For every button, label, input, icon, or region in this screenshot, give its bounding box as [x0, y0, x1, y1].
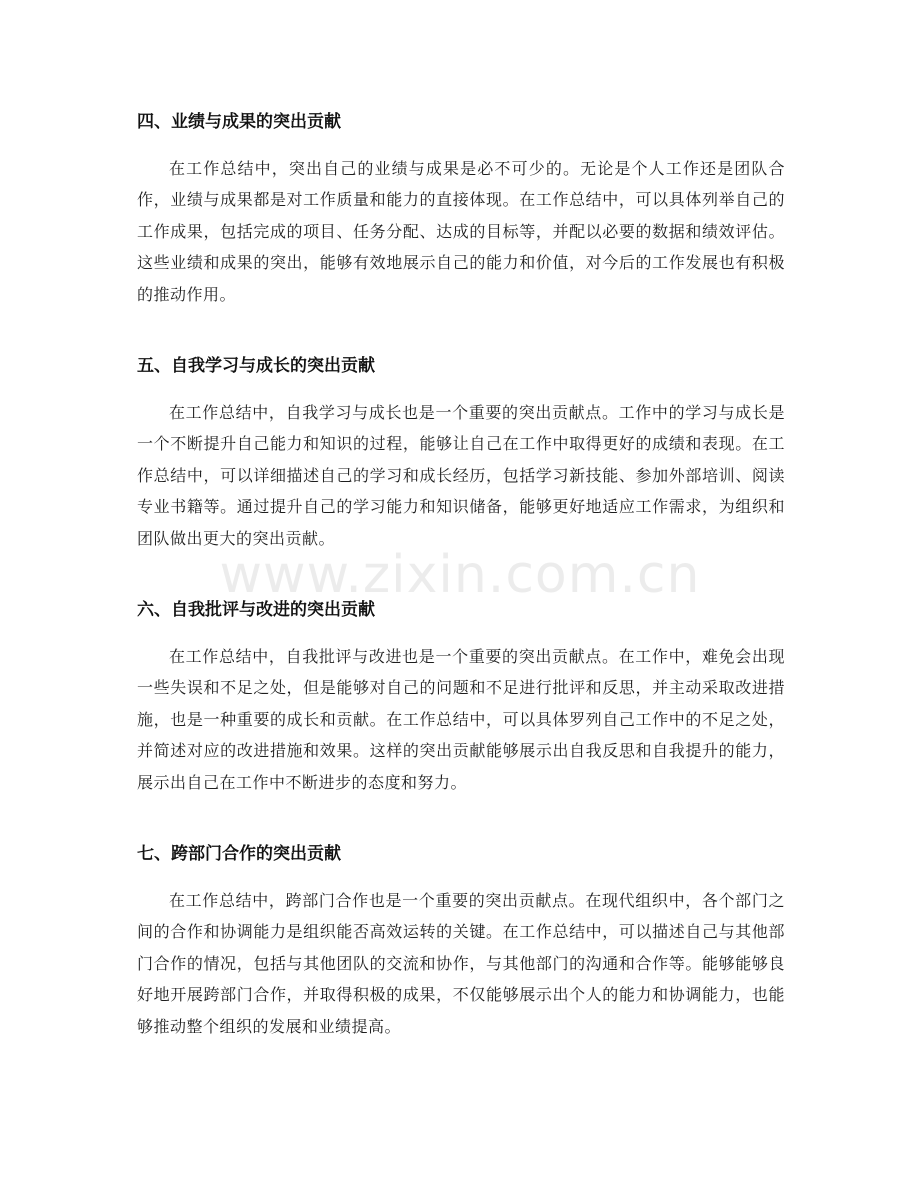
section-heading: 四、业绩与成果的突出贡献 [137, 112, 341, 132]
section-learning [137, 347, 785, 564]
section-self-criticism [137, 591, 785, 808]
section-heading: 五、自我学习与成长的突出贡献 [137, 356, 375, 376]
section-performance [137, 103, 785, 320]
section-paragraph: 在工作总结中，自我批评与改进也是一个重要的突出贡献点。在工作中，难免会出现一些失误和不足之处，但是能够对自己的问题和不足进行批评和反思，并主动采取改进措施，也是一种重要的成长和贡献。在工作总结中，可以具体罗列自己工作中的不足之处，并简述对应的改进措施和效果。这样的突出贡献能够展示出自我反思和自我提升的能力，展示出自己在工作中不断进步的态度和努力。 [137, 647, 785, 792]
section-heading: 六、自我批评与改进的突出贡献 [137, 600, 375, 620]
section-paragraph: 在工作总结中，突出自己的业绩与成果是必不可少的。无论是个人工作还是团队合作，业绩与成果都是对工作质量和能力的直接体现。在工作总结中，可以具体列举自己的工作成果，包括完成的项目、任务分配、达成的目标等，并配以必要的数据和绩效评估。这些业绩和成果的突出，能够有效地展示自己的能力和价值，对今后的工作发展也有积极的推动作用。 [137, 159, 785, 304]
section-paragraph: 在工作总结中，自我学习与成长也是一个重要的突出贡献点。工作中的学习与成长是一个不断提升自己能力和知识的过程，能够让自己在工作中取得更好的成绩和表现。在工作总结中，可以详细描述自己的学习和成长经历，包括学习新技能、参加外部培训、阅读专业书籍等。通过提升自己的学习能力和知识储备，能够更好地适应工作需求，为组织和团队做出更大的突出贡献。 [137, 403, 785, 548]
section-paragraph: 在工作总结中，跨部门合作也是一个重要的突出贡献点。在现代组织中，各个部门之间的合作和协调能力是组织能否高效运转的关键。在工作总结中，可以描述自己与其他部门合作的情况，包括与其他团队的交流和协作，与其他部门的沟通和合作等。能够能够良好地开展跨部门合作，并取得积极的成果，不仅能够展示出个人的能力和协调能力，也能够推动整个组织的发展和业绩提高。 [137, 891, 785, 1036]
watermark: www.zixin.com.cn [219, 545, 701, 605]
section-heading: 七、跨部门合作的突出贡献 [137, 844, 341, 864]
section-cross-department [137, 835, 785, 1052]
